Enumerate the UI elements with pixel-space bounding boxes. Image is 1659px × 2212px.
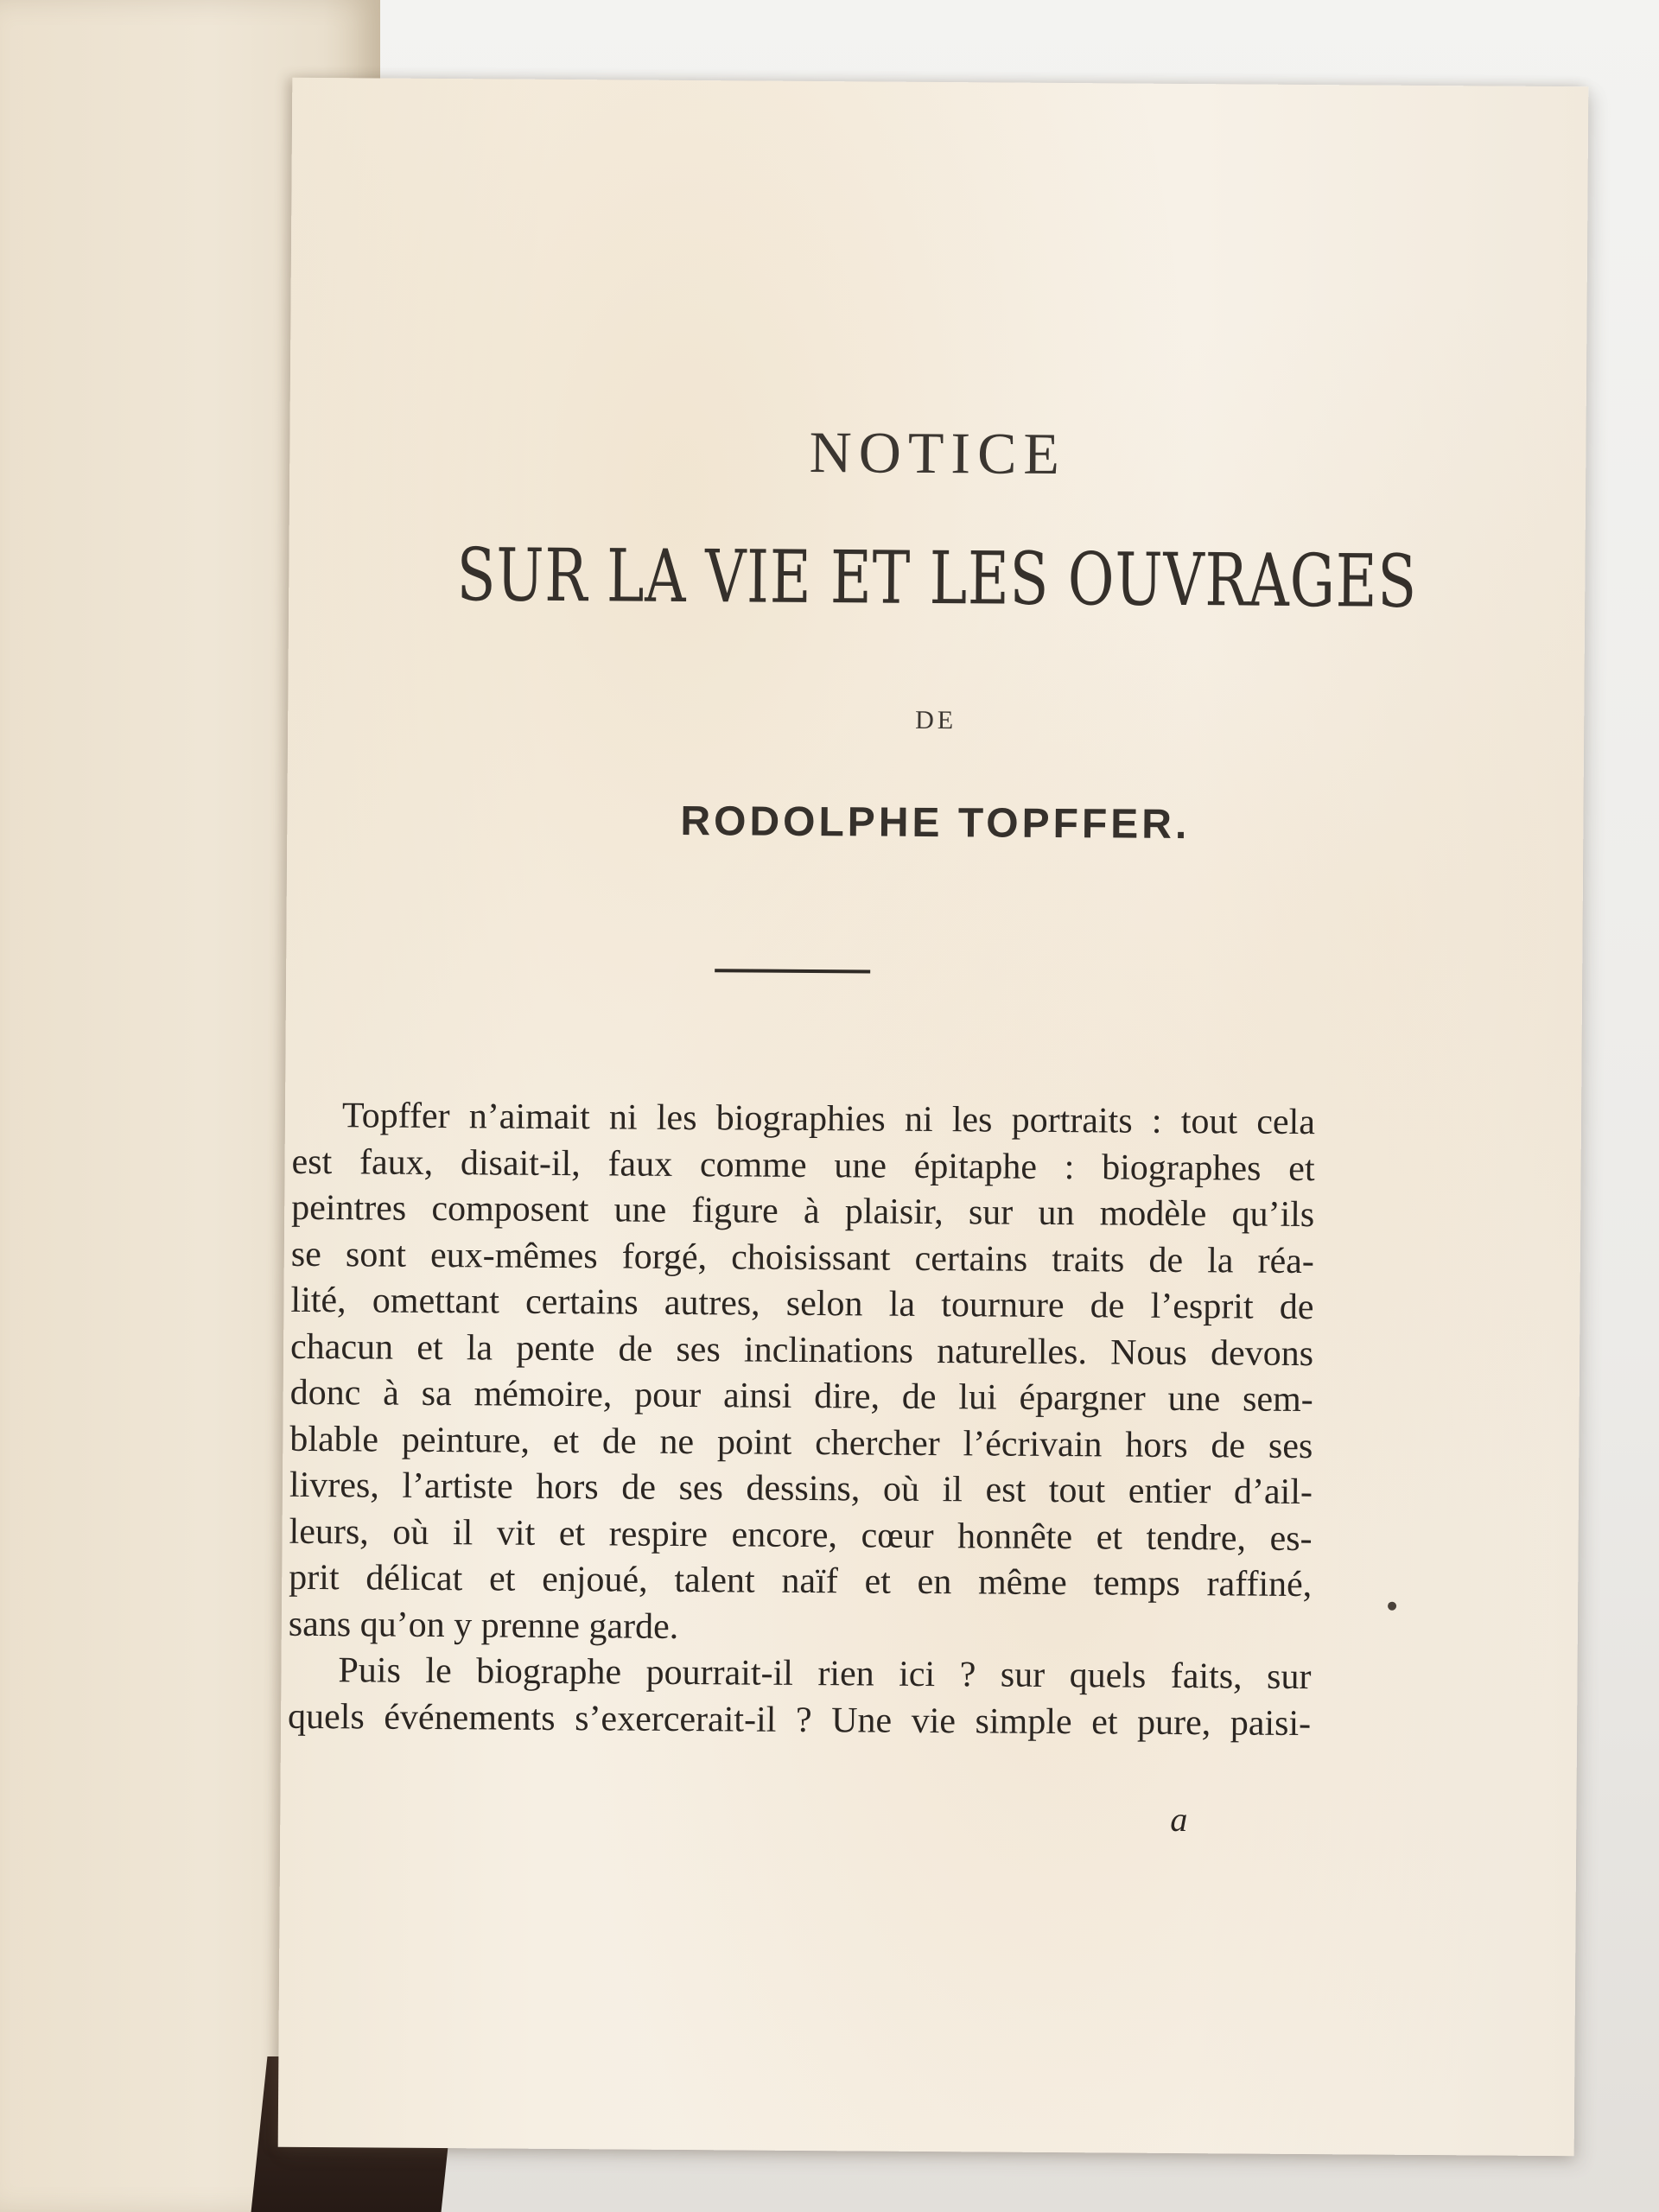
body-text: [288, 1093, 1315, 1747]
divider-rule: [715, 969, 870, 973]
signature-mark: a: [1170, 1799, 1188, 1840]
text-line: quels événements s’exercerait-il ? Une vie simple et pure, paisi-: [287, 1696, 1312, 1744]
text-line: livres, l’artiste hors de ses dessins, où il est tout entier d’ail-: [289, 1465, 1313, 1513]
text-line: blable peinture, et de ne point chercher l’écrivain hors de ses: [289, 1419, 1313, 1466]
text-line: Topffer n’aimait ni les biographies ni les portraits : tout cela: [341, 1096, 1316, 1143]
text-line: donc à sa mémoire, pour ainsi dire, de lui épargner une sem-: [289, 1372, 1313, 1421]
text-line: est faux, disait-il, faux comme une épitaphe : biographes et: [291, 1141, 1315, 1189]
text-line: peintres composent une figure à plaisir, sur un modèle qu’ils: [291, 1187, 1315, 1236]
page-content: [278, 78, 1589, 2156]
text-line: Puis le biographe pourrait-il rien ici ? sur quels faits, sur: [338, 1650, 1312, 1698]
text-line: leurs, où il vit et respire encore, cœur honnête et tendre, es-: [289, 1511, 1313, 1559]
text-line: chacun et la pente de ses inclinations naturelles. Nous devons: [289, 1326, 1314, 1374]
text-line: prit délicat et enjoué, talent naïf et en même temps raffiné,: [289, 1557, 1313, 1605]
title-de: DE: [915, 705, 957, 735]
text-line: lité, omettant certains autres, selon la tournure de l’esprit de: [290, 1280, 1314, 1328]
text-line: sans qu’on y prenne garde.: [288, 1604, 679, 1647]
text-line: se sont eux-mêmes forgé, choisissant certains traits de la réa-: [290, 1234, 1315, 1281]
ink-speck: [1388, 1602, 1396, 1611]
author-name: RODOLPHE TOPFFER.: [680, 798, 1191, 849]
title-subtitle: SUR LA VIE ET LES OUVRAGES: [456, 532, 1418, 624]
title-notice: NOTICE: [809, 418, 1067, 487]
book-page: [278, 78, 1589, 2156]
